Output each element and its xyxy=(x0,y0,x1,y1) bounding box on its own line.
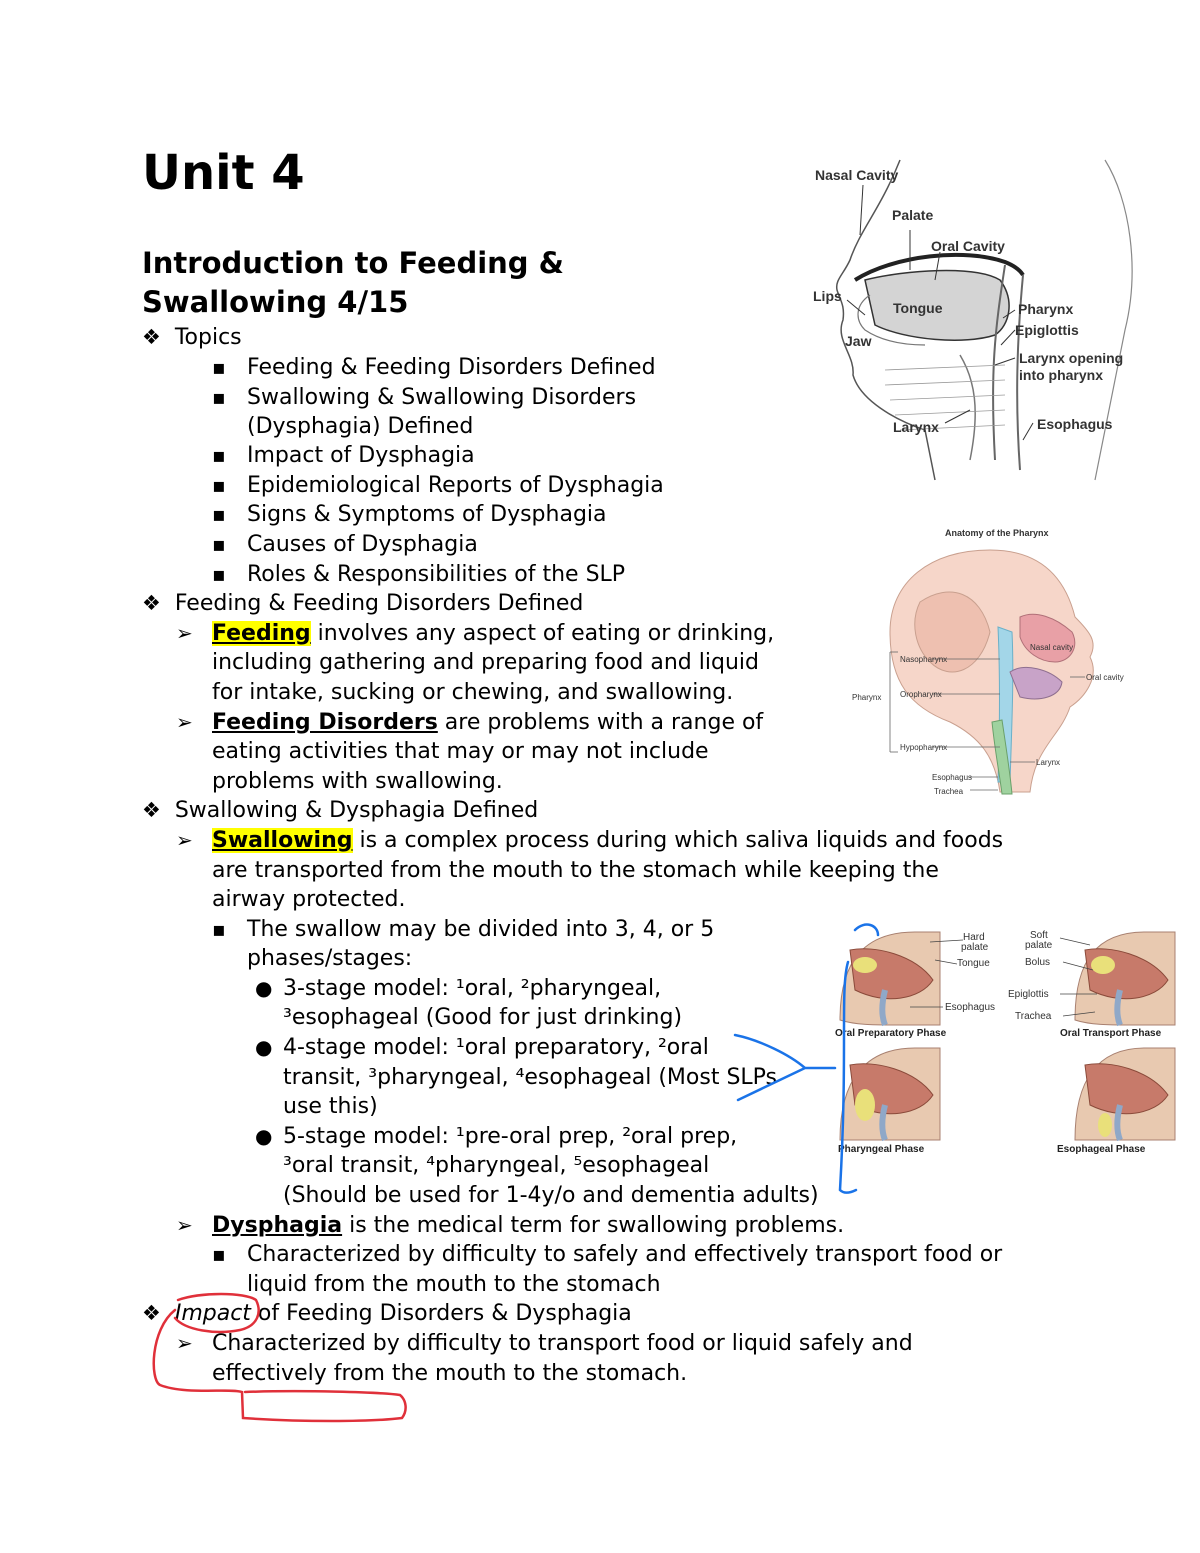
figure1-label: Tongue xyxy=(893,300,943,316)
impact-text-line: effectively from the mouth to the stomach. xyxy=(212,1361,688,1386)
figure3-label: Soft xyxy=(1030,930,1048,941)
dysphagia-term: Dysphagia xyxy=(212,1213,343,1238)
phases-intro: The swallow may be divided into 3, 4, or 5 xyxy=(247,917,715,942)
feeding-disorders-line: problems with swallowing. xyxy=(212,769,503,794)
figure1-label: Nasal Cavity xyxy=(815,167,899,183)
dysphagia-characterized-line: liquid from the mouth to the stomach xyxy=(247,1272,661,1297)
figure2-label: Nasal cavity xyxy=(1030,643,1074,652)
stage-model-4: 4-stage model: ¹oral preparatory, ²oral xyxy=(283,1035,709,1060)
figure1-label: Esophagus xyxy=(1037,416,1113,432)
stage-model-4-line: use this) xyxy=(283,1094,378,1119)
figure1-label: Jaw xyxy=(845,333,872,349)
square-bullet-icon: ▪ xyxy=(212,532,226,556)
diamond-bullet-icon: ❖ xyxy=(142,325,161,349)
feeding-definition-line: including gathering and preparing food and liquid xyxy=(212,650,759,675)
phase-caption: Oral Preparatory Phase xyxy=(835,1028,947,1039)
arrow-bullet-icon: ➢ xyxy=(176,1331,193,1355)
topics-heading: ❖ Topics xyxy=(142,325,242,350)
figure1-label: Epiglottis xyxy=(1015,322,1079,338)
list-item: Causes of Dysphagia xyxy=(247,532,478,557)
figure3-label: palate xyxy=(1025,940,1053,951)
figure3-label: Tongue xyxy=(957,958,990,969)
figure1-label: Pharynx xyxy=(1018,301,1074,317)
diamond-bullet-icon: ❖ xyxy=(142,591,161,615)
dot-bullet-icon: ● xyxy=(255,1035,273,1059)
feeding-definition: Feeding involves any aspect of eating or drinking, xyxy=(212,621,775,646)
square-bullet-icon: ▪ xyxy=(212,443,226,467)
figure2-title: Anatomy of the Pharynx xyxy=(945,528,1049,538)
feeding-definition-line: for intake, sucking or chewing, and swallowing. xyxy=(212,680,734,705)
stage-model-5: 5-stage model: ¹pre-oral prep, ²oral prep, xyxy=(283,1124,738,1149)
feeding-disorders-term: Feeding Disorders xyxy=(212,710,438,735)
figure1-label: Larynx opening xyxy=(1019,350,1124,366)
list-item: Roles & Responsibilities of the SLP xyxy=(247,562,626,587)
square-bullet-icon: ▪ xyxy=(212,562,226,586)
diamond-bullet-icon: ❖ xyxy=(142,1301,161,1325)
feeding-disorders-line: eating activities that may or may not include xyxy=(212,739,709,764)
list-item: Swallowing & Swallowing Disorders xyxy=(247,385,637,410)
figure2-label: Oropharynx xyxy=(900,690,942,699)
swallowing-definition-line: airway protected. xyxy=(212,887,406,912)
impact-heading: ❖ Impact of Feeding Disorders & Dysphagia xyxy=(142,1301,632,1326)
impact-term: Impact xyxy=(174,1301,251,1326)
figure3-label: Trachea xyxy=(1015,1011,1052,1022)
figure3-label: Bolus xyxy=(1025,957,1051,968)
figure3-label: Hard xyxy=(963,932,985,943)
blue-arrow-annotation xyxy=(735,1035,835,1100)
figure2-label: Nasopharynx xyxy=(900,655,948,664)
square-bullet-icon: ▪ xyxy=(212,1242,226,1266)
figure3-label: Esophagus xyxy=(945,1002,996,1013)
section-title: Introduction to Feeding & Swallowing 4/15 xyxy=(142,246,564,319)
swallowing-definition: Swallowing is a complex process during which saliva liquids and foods xyxy=(212,828,1004,853)
feeding-heading: ❖ Feeding & Feeding Disorders Defined xyxy=(142,591,584,616)
phase-caption: Oral Transport Phase xyxy=(1060,1028,1162,1039)
figure2-label: Pharynx xyxy=(852,693,882,702)
dot-bullet-icon: ● xyxy=(255,1124,273,1148)
feeding-term: Feeding xyxy=(212,621,311,646)
list-item: Epidemiological Reports of Dysphagia xyxy=(247,473,664,498)
dot-bullet-icon: ● xyxy=(255,976,273,1000)
stage-model-5-line: ³oral transit, ⁴pharyngeal, ⁵esophageal xyxy=(283,1153,710,1178)
red-circle-annotation xyxy=(154,1294,406,1421)
square-bullet-icon: ▪ xyxy=(212,473,226,497)
dysphagia-characterized: Characterized by difficulty to safely and effectively transport food or xyxy=(247,1242,1003,1267)
blue-bracket-annotation xyxy=(840,925,878,1193)
arrow-bullet-icon: ➢ xyxy=(176,828,193,852)
arrow-bullet-icon: ➢ xyxy=(176,710,193,734)
stage-model-4-line: transit, ³pharyngeal, ⁴esophageal (Most SLPs xyxy=(283,1065,778,1090)
figure2-label: Oral cavity xyxy=(1086,673,1124,682)
swallowing-definition-line: are transported from the mouth to the stomach while keeping the xyxy=(212,858,939,883)
arrow-bullet-icon: ➢ xyxy=(176,1213,193,1237)
figure1-label: Lips xyxy=(813,288,842,304)
arrow-bullet-icon: ➢ xyxy=(176,621,193,645)
stage-model-5-line: (Should be used for 1-4y/o and dementia adults) xyxy=(283,1183,819,1208)
swallowing-heading: ❖ Swallowing & Dysphagia Defined xyxy=(142,798,539,823)
figure1-label: Larynx xyxy=(893,419,939,435)
figure2-label: Hypopharynx xyxy=(900,743,948,752)
stage-model-3: 3-stage model: ¹oral, ²pharyngeal, xyxy=(283,976,662,1001)
dysphagia-definition: Dysphagia is the medical term for swallowing problems. xyxy=(212,1213,845,1238)
phases-intro: phases/stages: xyxy=(247,946,413,971)
figure1-label: Oral Cavity xyxy=(931,238,1005,254)
figure2-label: Esophagus xyxy=(932,773,973,782)
figure2-label: Larynx xyxy=(1036,758,1061,767)
list-item: Impact of Dysphagia xyxy=(247,443,475,468)
square-bullet-icon: ▪ xyxy=(212,502,226,526)
stage-model-3-line: ³esophageal (Good for just drinking) xyxy=(283,1005,683,1030)
list-item: (Dysphagia) Defined xyxy=(247,414,474,439)
phase-caption: Pharyngeal Phase xyxy=(838,1144,925,1155)
square-bullet-icon: ▪ xyxy=(212,385,226,409)
phase-caption: Esophageal Phase xyxy=(1057,1144,1146,1155)
diamond-bullet-icon: ❖ xyxy=(142,798,161,822)
swallowing-term: Swallowing xyxy=(212,828,353,853)
figure3-label: palate xyxy=(961,942,989,953)
page-title: Unit 4 xyxy=(142,145,305,201)
figure1-label: Palate xyxy=(892,207,934,223)
feeding-disorders-definition: Feeding Disorders are problems with a range of xyxy=(212,710,764,735)
square-bullet-icon: ▪ xyxy=(212,355,226,379)
figure1-label: into pharynx xyxy=(1019,367,1104,383)
figure2-label: Trachea xyxy=(934,787,964,796)
list-item: Feeding & Feeding Disorders Defined xyxy=(247,355,656,380)
list-item: Signs & Symptoms of Dysphagia xyxy=(247,502,607,527)
figure3-label: Epiglottis xyxy=(1008,989,1049,1000)
square-bullet-icon: ▪ xyxy=(212,917,226,941)
impact-text: Characterized by difficulty to transport food or liquid safely and xyxy=(212,1331,913,1356)
